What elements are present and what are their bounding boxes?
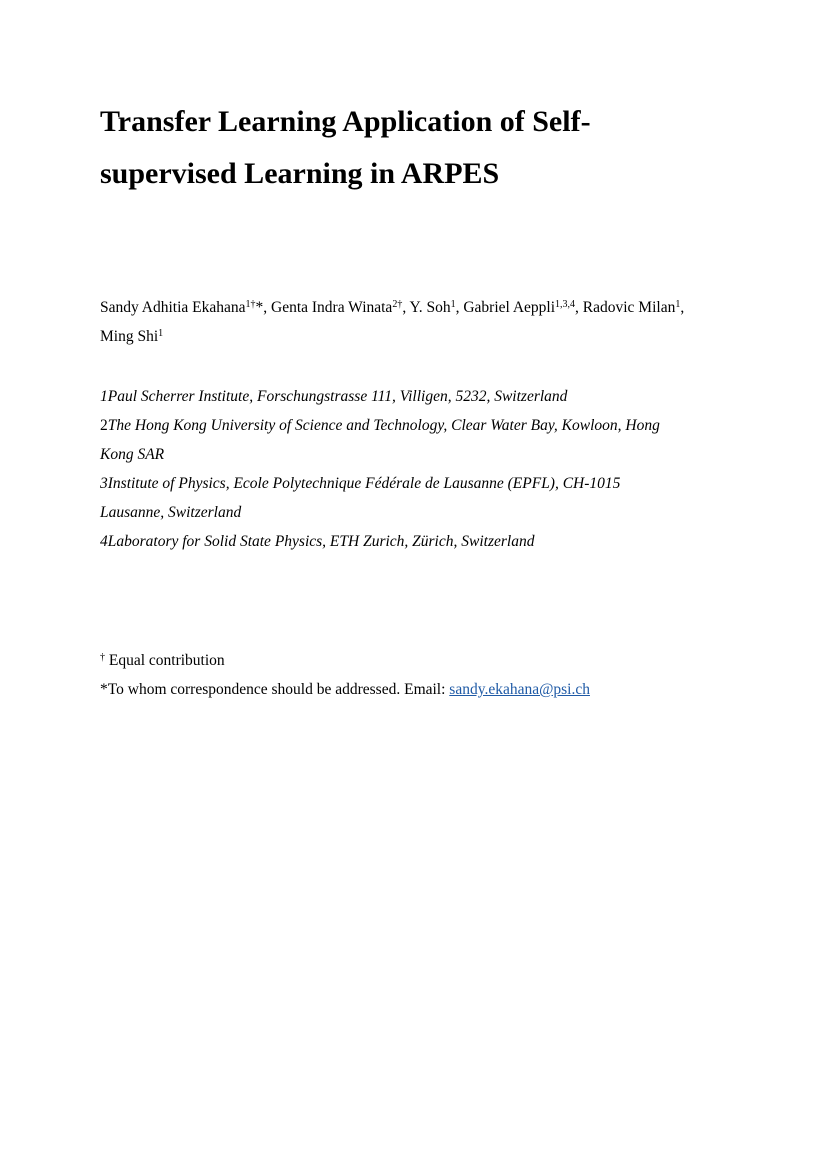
affiliation-list <box>100 382 740 556</box>
footnotes <box>100 646 740 704</box>
author-line-1 <box>100 293 760 322</box>
author-affiliation-marker: 1 <box>158 328 164 339</box>
correspondence-text: *To whom correspondence should be addressed. Email: <box>100 681 450 698</box>
affiliation-3-continued: Lausanne, Switzerland <box>100 504 242 521</box>
affiliation-1 <box>100 382 740 411</box>
author-separator: , <box>402 299 410 316</box>
author-name: Gabriel Aeppli <box>463 299 556 316</box>
author-affiliation-marker: 1 <box>450 299 456 310</box>
author-name: Radovic Milan <box>582 299 676 316</box>
affiliation-2-continued: Kong SAR <box>100 446 165 463</box>
affiliation-text: The Hong Kong University of Science and Technology, Clear Water Bay, Kowloon, Hong <box>107 417 660 434</box>
author-affiliation-marker: 2† <box>392 299 403 310</box>
author-separator: *, <box>255 299 271 316</box>
author-name: Y. Soh <box>409 299 451 316</box>
author-list <box>100 293 760 351</box>
affiliation-text: Paul Scherrer Institute, Forschungstrasse 111, Villigen, 5232, Switzerland <box>107 388 568 405</box>
affiliation-2 <box>100 411 740 440</box>
author-name: Sandy Adhitia Ekahana <box>100 299 246 316</box>
correspondence-note <box>100 675 740 704</box>
affiliation-number: 3 <box>100 475 108 492</box>
affiliation-number: 2 <box>100 417 108 434</box>
author-affiliation-marker: 1† <box>245 299 256 310</box>
author-separator: , <box>575 299 583 316</box>
affiliation-3 <box>100 469 740 498</box>
author-line-2 <box>100 322 760 351</box>
author-affiliation-marker: 1 <box>675 299 681 310</box>
title-line-1: Transfer Learning Application of Self- <box>100 105 591 138</box>
dagger-symbol: † <box>100 652 105 663</box>
affiliation-text: Institute of Physics, Ecole Polytechnique Fédérale de Lausanne (EPFL), CH-1015 <box>107 475 621 492</box>
affiliation-text: Laboratory for Solid State Physics, ETH Zurich, Zürich, Switzerland <box>107 533 535 550</box>
author-name: Ming Shi <box>100 328 159 345</box>
author-separator: , <box>455 299 464 316</box>
author-affiliation-marker: 1,3,4 <box>555 299 576 310</box>
title-line-2: supervised Learning in ARPES <box>100 157 500 190</box>
author-name: Genta Indra Winata <box>271 299 393 316</box>
affiliation-number: 4 <box>100 533 108 550</box>
author-separator: , <box>680 299 685 316</box>
paper-title <box>100 96 740 200</box>
equal-contribution-note <box>100 646 740 675</box>
affiliation-number: 1 <box>100 388 108 405</box>
affiliation-4 <box>100 527 740 556</box>
email-link[interactable]: sandy.ekahana@psi.ch <box>449 681 590 698</box>
equal-contribution-text: Equal contribution <box>105 652 225 669</box>
